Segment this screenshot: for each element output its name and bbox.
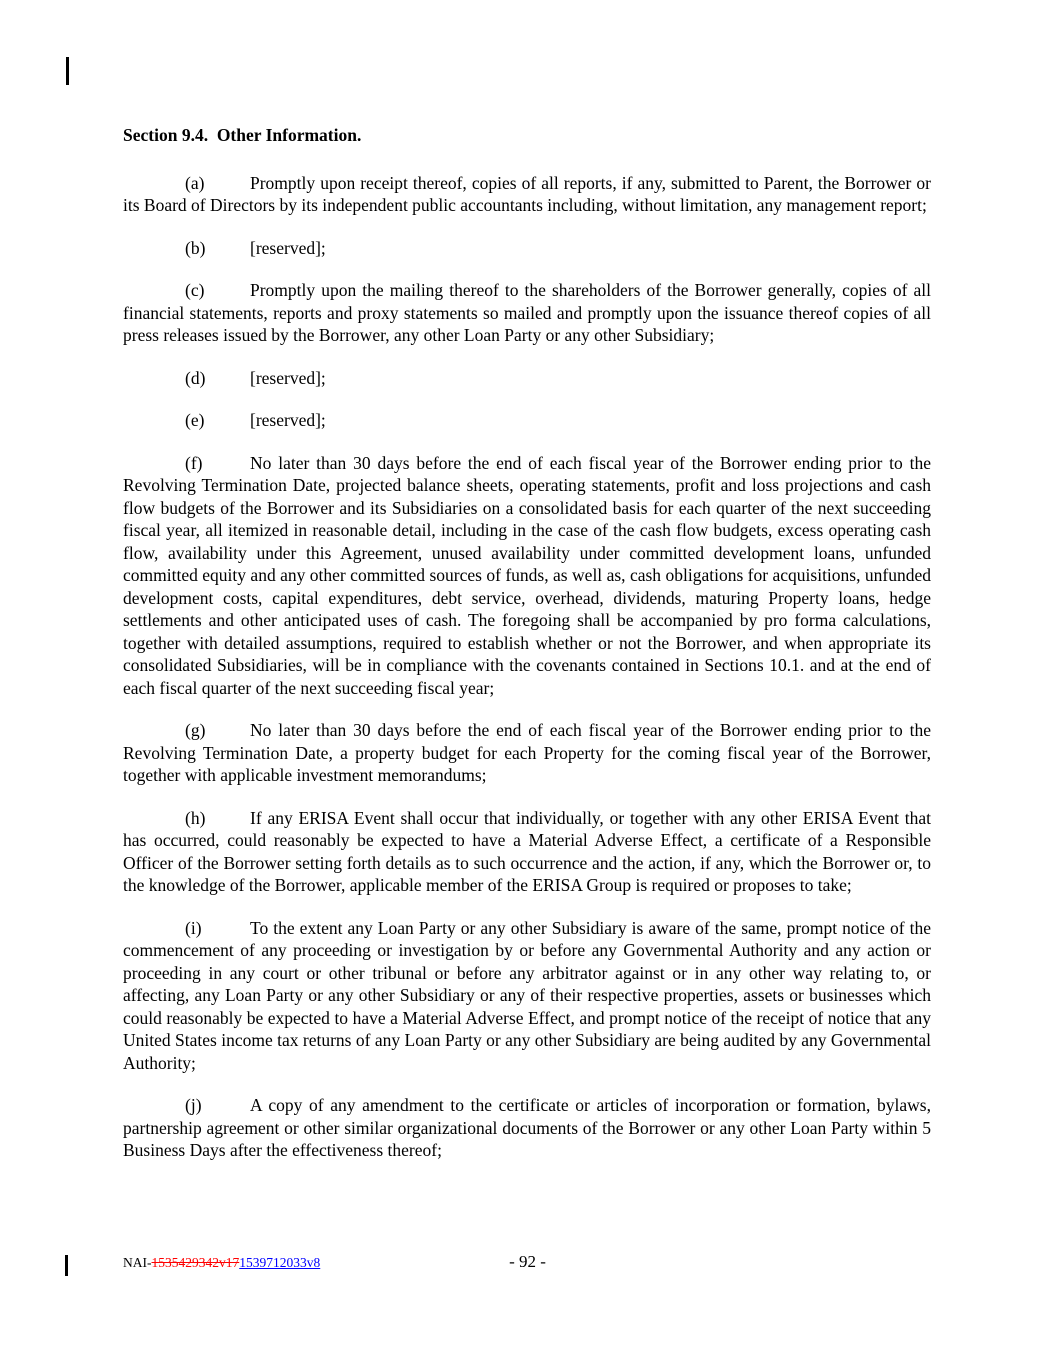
document-id-inserted: 1539712033v8 <box>239 1255 321 1270</box>
paragraph-e <box>123 409 931 432</box>
document-id-deleted: 1535429342v17 <box>151 1255 240 1270</box>
paragraph-g <box>123 719 931 787</box>
section-heading: Section 9.4. Other Information. <box>123 125 362 145</box>
paragraph-c-text: Promptly upon the mailing thereof to the shareholders of the Borrower generally, copies of all financial statements, reports and proxy statements so mailed and promptly upon the issuance thereof copies of all press releases issued by the Borrower, any other Loan Party or any other Subsidiary; <box>123 280 931 345</box>
paragraph-g-text: No later than 30 days before the end of each fiscal year of the Borrower ending prior to the Revolving Termination Date, a property budget for each Property for the coming fiscal year of the Borrower, together with applicable investment memorandums; <box>123 720 931 785</box>
paragraph-i-label: (i) <box>185 917 202 938</box>
paragraph-a-label: (a) <box>185 172 205 193</box>
paragraph-d-label: (d) <box>185 367 206 388</box>
paragraph-i-text: To the extent any Loan Party or any other Subsidiary is aware of the same, prompt notice of the commencement of any proceeding or investigation by or before any Governmental Authority and any action or proceeding in any court or other tribunal or before any arbitrator against or in any other way relating to, or affecting, any Loan Party or any other Subsidiary or any of their respective properties, assets or businesses which could reasonably be expected to have a Material Adverse Effect, and prompt notice of the receipt of notice that any United States income tax returns of any Loan Party or any other Subsidiary are being audited by any Governmental Authority; <box>123 917 931 1073</box>
paragraph-a-text: Promptly upon receipt thereof, copies of all reports, if any, submitted to Parent, the Borrower or its Board of Directors by its independent public accountants including, without limitation, any management report; <box>123 172 931 215</box>
paragraph-d-text: [reserved]; <box>250 367 326 388</box>
paragraph-b-text: [reserved]; <box>250 237 326 258</box>
paragraph-j-label: (j) <box>185 1095 202 1115</box>
page-number: - 92 - <box>509 1252 546 1271</box>
paragraph-g-label: (g) <box>185 720 206 740</box>
paragraph-f <box>123 452 931 700</box>
paragraph-f-label: (f) <box>185 452 203 473</box>
paragraph-j <box>123 1094 931 1162</box>
paragraph-h <box>123 807 931 897</box>
document-id-prefix: NAI- <box>123 1255 152 1270</box>
paragraph-c-label: (c) <box>185 280 205 300</box>
paragraph-f-text: No later than 30 days before the end of each fiscal year of the Borrower ending prior to the Revolving Termination Date, projected balance sheets, operating statements, profit and loss projections and cash flow budgets of the Borrower and its Subsidiaries on a consolidated basis for each quarter of the next succeeding fiscal year, all itemized in reasonable detail, including in the case of the cash flow budgets, excess operating cash flow, availability under this Agreement, unused availability under committed development loans, unfunded committed equity and any other committed sources of funds, as well as, cash obligations for acquisitions, unfunded development costs, capital expenditures, debt service, overhead, dividends, maturing Property loans, hedge settlements and other anticipated uses of cash. The foregoing shall be accompanied by pro forma calculations, together with detailed assumptions, required to establish whether or not the Borrower, and when appropriate its consolidated Subsidiaries, will be in compliance with the covenants contained in Sections 10.1. and at the end of each fiscal quarter of the next succeeding fiscal year; <box>123 452 931 698</box>
paragraph-e-text: [reserved]; <box>250 410 326 430</box>
paragraph-h-text: If any ERISA Event shall occur that individually, or together with any other ERISA Event that has occurred, could reasonably be expected to have a Material Adverse Effect, a certificate of a Responsible Officer of the Borrower setting forth details as to such occurrence and the action, if any, which the Borrower or, to the knowledge of the Borrower, applicable member of the ERISA Group is required or proposes to take; <box>123 807 931 895</box>
paragraph-c <box>123 279 931 347</box>
paragraph-e-label: (e) <box>185 410 205 430</box>
paragraph-a <box>123 172 931 217</box>
paragraph-h-label: (h) <box>185 807 206 828</box>
paragraph-i <box>123 917 931 1075</box>
revision-change-bar-top <box>66 57 69 85</box>
paragraph-d <box>123 367 931 390</box>
document-body <box>123 124 931 1182</box>
paragraph-b <box>123 237 931 260</box>
paragraph-j-text: A copy of any amendment to the certificate or articles of incorporation or formation, bylaws, partnership agreement or other similar organizational documents of the Borrower or any other Loan Party within 5 Business Days after the effectiveness thereof; <box>123 1095 931 1160</box>
paragraph-b-label: (b) <box>185 237 206 258</box>
